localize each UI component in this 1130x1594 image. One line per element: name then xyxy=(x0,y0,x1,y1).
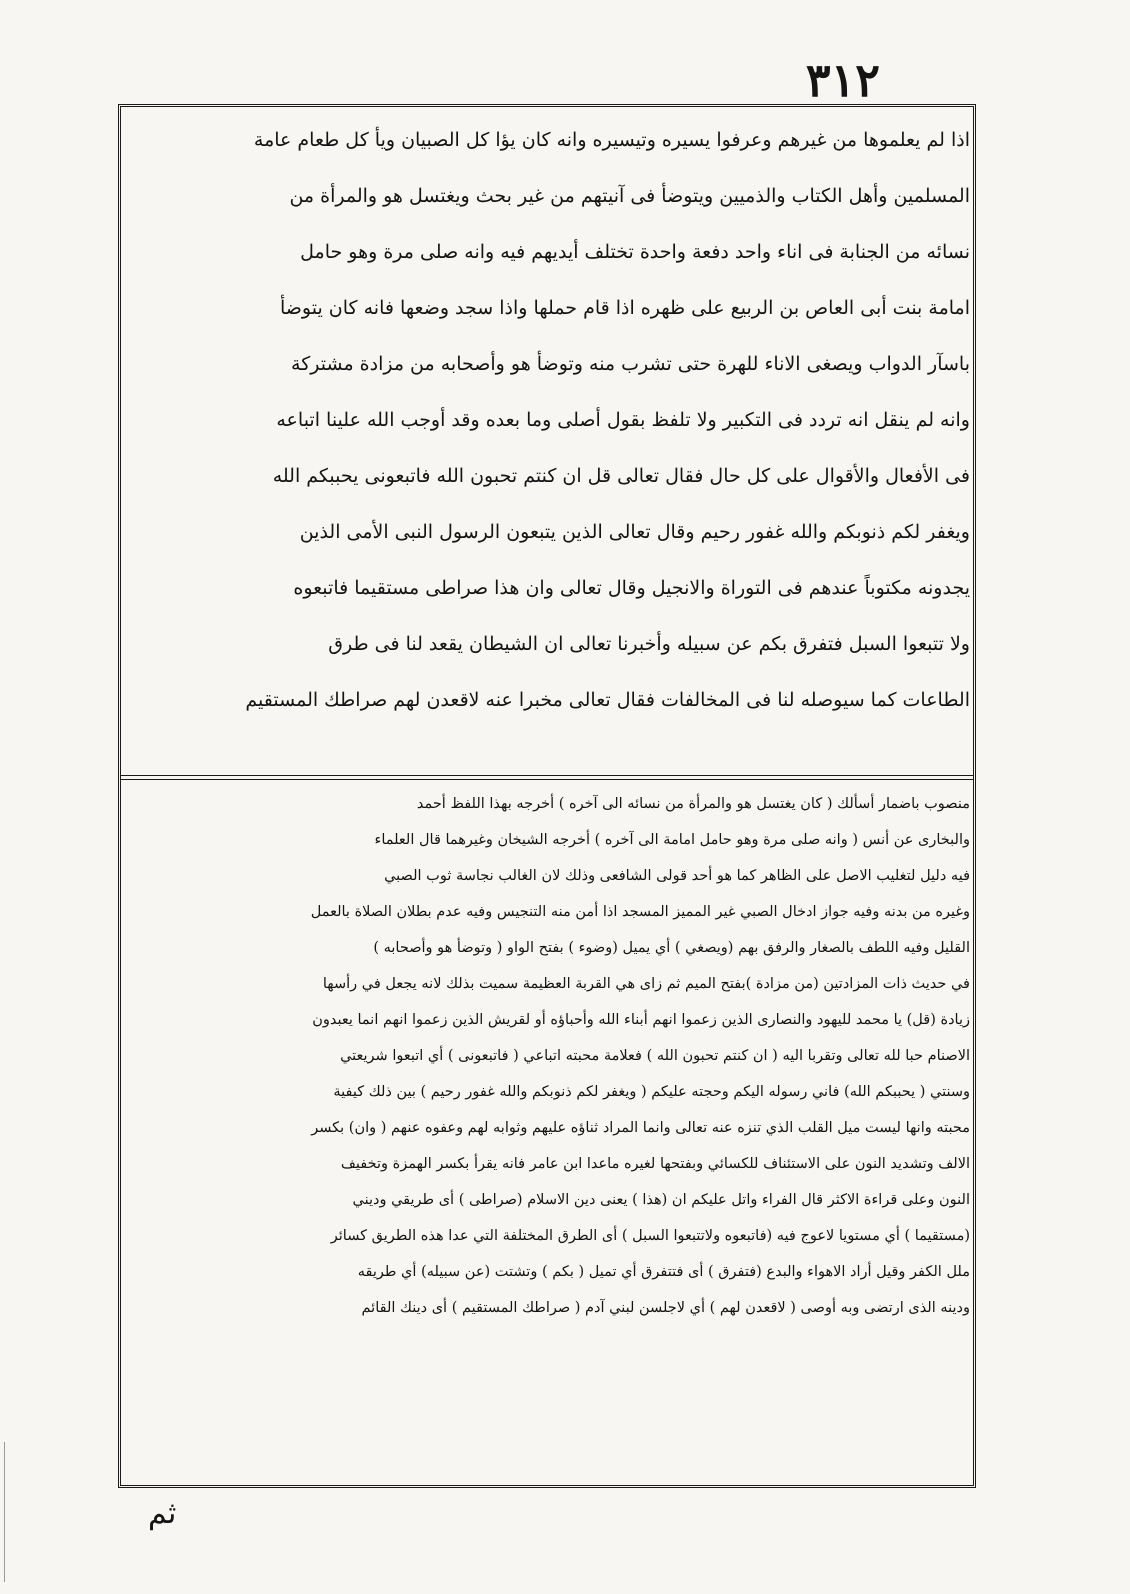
footnote-line: وسنتي ( يحببكم الله) فاني رسوله اليكم وحجته عليكم ( ويغفر لكم ذنوبكم والله غفور رحيم ) بين ذلك كيفية xyxy=(333,1084,970,1100)
scan-margin-line xyxy=(4,1442,6,1582)
footnote-line: فيه دليل لتغليب الاصل على الظاهر كما هو أحد قولى الشافعى وذلك لان الغالب نجاسة ثوب الصبي xyxy=(384,868,970,884)
main-text-line: يجدونه مكتوباً عندهم فى التوراة والانجيل وقال تعالى وان هذا صراطى مستقيما فاتبعوه xyxy=(293,577,970,599)
main-text-block xyxy=(128,112,970,728)
main-text-line: اذا لم يعلموها من غيرهم وعرفوا يسيره وتيسيره وانه كان يؤا كل الصبيان ويأ كل طعام عامة xyxy=(253,129,970,151)
footnote-line: محبته وانها ليست ميل القلب الذي تنزه عنه تعالى وانما المراد ثناؤه عليهم وثوابه لهم وعفوه عنهم ( وان) بكسر xyxy=(311,1120,970,1136)
footnote-line: ملل الكفر وقيل أراد الاهواء والبدع (فتفرق ) أى فتتفرق أي تميل ( بكم ) وتشتت (عن سبيله) أي طريقه xyxy=(357,1264,970,1280)
footnote-line: زيادة (قل) يا محمد لليهود والنصارى الذين زعموا انهم أبناء الله وأحباؤه أو لقريش الذين زعموا انهم انما يعبدون xyxy=(312,1012,970,1028)
main-text-line: فى الأفعال والأقوال على كل حال فقال تعالى قل ان كنتم تحبون الله فاتبعونى يحببكم الله xyxy=(272,465,970,487)
main-text-line: ويغفر لكم ذنوبكم والله غفور رحيم وقال تعالى الذين يتبعون الرسول النبى الأمى الذين xyxy=(299,521,970,543)
footnote-line: الالف وتشديد النون على الاستئناف للكسائي وبفتحها لغيره ماعدا ابن عامر فانه يقرأ بكسر الهمزة وتخفيف xyxy=(340,1156,970,1172)
main-text-line: وانه لم ينقل انه تردد فى التكبير ولا تلفظ بقول أصلى وما بعده وقد أوجب الله علينا اتباعه xyxy=(276,409,970,431)
main-text-line: الطاعات كما سيوصله لنا فى المخالفات فقال تعالى مخبرا عنه لاقعدن لهم صراطك المستقيم xyxy=(245,689,970,711)
footnote-line: منصوب باضمار أسألك ( كان يغتسل هو والمرأة من نسائه الى آخره ) أخرجه بهذا اللفظ أحمد xyxy=(416,796,970,812)
main-text-line: نسائه من الجنابة فى اناء واحد دفعة واحدة تختلف أيديهم فيه وانه صلى مرة وهو حامل xyxy=(300,241,970,263)
footnote-line: (مستقيما ) أي مستويا لاعوج فيه (فاتبعوه ولاتتبعوا السبل ) أى الطرق المختلفة التي عدا هذه الطريق كسائر xyxy=(330,1228,970,1244)
main-text-line: باسآر الدواب ويصغى الاناء للهرة حتى تشرب منه وتوضأ هو وأصحابه من مزادة مشتركة xyxy=(291,353,970,375)
footnote-line: النون وعلى قراءة الاكثر قال الفراء واتل عليكم ان (هذا ) يعنى دين الاسلام (صراطى ) أى طريقي وديني xyxy=(352,1192,970,1208)
main-text-line: ولا تتبعوا السبل فتفرق بكم عن سبيله وأخبرنا تعالى ان الشيطان يقعد لنا فى طرق xyxy=(328,633,970,655)
page-number: ٣١٢ xyxy=(805,53,880,107)
footnote-line: ودينه الذى ارتضى وبه أوصى ( لاقعدن لهم ) أي لاجلسن لبني آدم ( صراطك المستقيم ) أى دينك القائم xyxy=(361,1300,970,1316)
main-text-line: امامة بنت أبى العاص بن الربيع على ظهره اذا قام حملها واذا سجد وضعها فانه كان يتوضأ xyxy=(279,297,970,319)
footnote-line: والبخارى عن أنس ( وانه صلى مرة وهو حامل امامة الى آخره ) أخرجه الشيخان وغيرهما قال العلماء xyxy=(374,832,970,848)
footnote-line: في حديث ذات المزادتين (من مزادة )بفتح الميم ثم زاى هي القربة العظيمة سميت بذلك لانه يجعل في رأسها xyxy=(322,976,970,992)
footnote-line: وغيره من بدنه وفيه جواز ادخال الصبي غير المميز المسجد اذا أمن منه التنجيس وفيه عدم بطلان الصلاة بالعمل xyxy=(310,904,970,920)
footnote-separator xyxy=(120,775,974,780)
catchword: ثم xyxy=(148,1496,177,1531)
footnote-line: القليل وفيه اللطف بالصغار والرفق بهم (ويصغي ) أي يميل (وضوء ) بفتح الواو ( وتوضأ هو وأصحابه ) xyxy=(373,940,970,956)
main-text-line: المسلمين وأهل الكتاب والذميين ويتوضأ فى آنيتهم من غير بحث ويغتسل هو والمرأة من xyxy=(289,185,970,207)
footnote-block xyxy=(128,786,970,1326)
footnote-line: الاصنام حبا لله تعالى وتقربا اليه ( ان كنتم تحبون الله ) فعلامة محبته اتباعي ( فاتبعونى ) أي اتبعوا شريعتي xyxy=(340,1048,970,1064)
